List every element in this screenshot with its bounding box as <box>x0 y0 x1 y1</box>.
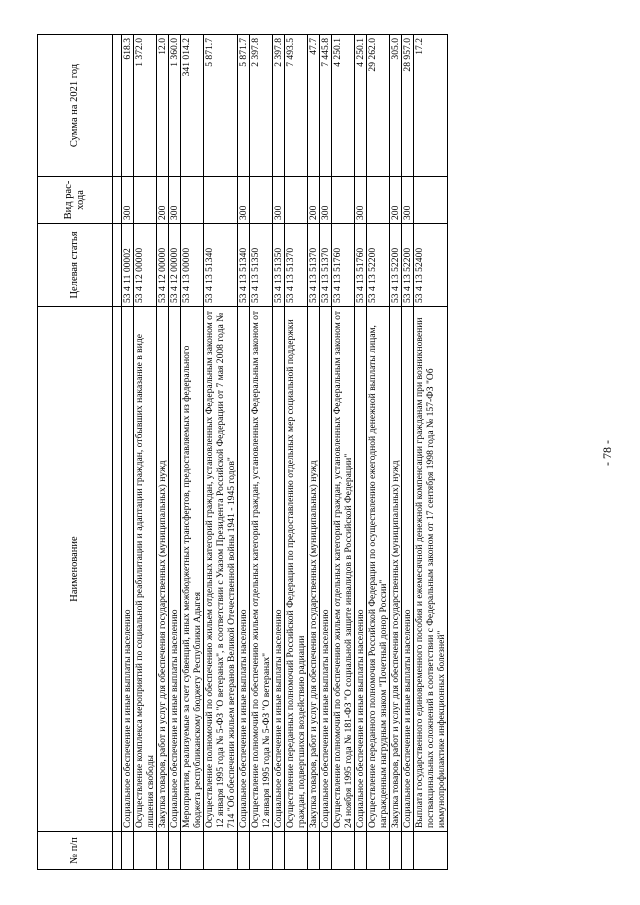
table-row <box>181 35 204 870</box>
table-row <box>367 35 390 870</box>
table-row <box>355 35 367 870</box>
cell-num <box>122 832 134 870</box>
cell-vid: 200 <box>308 177 320 224</box>
cell-amount: 341 014.2 <box>181 35 204 177</box>
cell-amount: 47.7 <box>308 35 320 177</box>
cell-code: 53 4 13 51370 <box>285 224 308 307</box>
cell-name: Социальное обеспечение и иные выплаты населению <box>169 307 181 832</box>
cell-num <box>134 832 157 870</box>
cell-code: 53 4 13 52200 <box>402 224 414 307</box>
cell-amount: 1 360.0 <box>169 35 181 177</box>
cell-name: Осуществление полномочий по обеспечению жильем отдельных категорий граждан, установленных Федеральным законом от 12 января 1995 года № 5-ФЗ "О ветеранах" <box>250 307 273 832</box>
cell-num <box>157 832 169 870</box>
cell-name: Закупка товаров, работ и услуг для обеспечения государственных (муниципальных) нужд <box>157 307 169 832</box>
cell-name: Социальное обеспечение и иные выплаты населению <box>122 307 134 832</box>
cell-amount: 28 957.0 <box>402 35 414 177</box>
header-num: № п/п <box>38 832 113 870</box>
cell-code: 53 4 13 51340 <box>238 224 250 307</box>
header-vid: Вид рас-хода <box>38 177 113 224</box>
cell-vid <box>367 177 390 224</box>
cell-name: Выплата государственного единовременного пособия и ежемесячной денежной компенсации гражданам при возникновении поствакцинальных осложнений в соответствии с Федеральным законом от 17 сентября 1998 года № 157-ФЗ "Об иммунопрофилактике инфекционных болезней" <box>414 307 448 832</box>
header-code: Целевая статья <box>38 224 113 307</box>
cell-name: Социальное обеспечение и иные выплаты населению <box>238 307 250 832</box>
header-spacer-row <box>113 35 122 870</box>
table-row <box>250 35 273 870</box>
cell-code: 53 4 13 52400 <box>414 224 448 307</box>
cell-vid: 300 <box>402 177 414 224</box>
cell-name: Осуществление комплекса мероприятий по социальной реабилитации и адаптации граждан, отбывших наказание в виде лишения свободы <box>134 307 157 832</box>
cell-vid: 300 <box>273 177 285 224</box>
cell-vid <box>134 177 157 224</box>
table-header-row <box>38 35 113 870</box>
cell-vid: 300 <box>355 177 367 224</box>
cell-name: Закупка товаров, работ и услуг для обеспечения государственных (муниципальных) нужд <box>308 307 320 832</box>
cell-num <box>308 832 320 870</box>
table-row <box>157 35 169 870</box>
table-row <box>169 35 181 870</box>
cell-vid: 200 <box>390 177 402 224</box>
cell-code: 53 4 13 00000 <box>181 224 204 307</box>
cell-code: 53 4 11 00002 <box>122 224 134 307</box>
cell-code: 53 4 13 52200 <box>390 224 402 307</box>
cell-code: 53 4 13 51370 <box>308 224 320 307</box>
table-row <box>238 35 250 870</box>
cell-code: 53 4 13 51340 <box>204 224 238 307</box>
cell-vid <box>250 177 273 224</box>
table-row <box>320 35 332 870</box>
cell-code: 53 4 13 51370 <box>320 224 332 307</box>
table-row <box>134 35 157 870</box>
cell-code: 53 4 12 00000 <box>169 224 181 307</box>
cell-name: Социальное обеспечение и иные выплаты населению <box>320 307 332 832</box>
cell-num <box>390 832 402 870</box>
cell-code: 53 4 12 00000 <box>134 224 157 307</box>
cell-amount: 29 262.0 <box>367 35 390 177</box>
cell-num <box>402 832 414 870</box>
cell-name: Осуществление полномочий по обеспечению жильем отдельных категорий граждан, установленных Федеральным законом от 12 января 1995 года № 5-ФЗ "О ветеранах", в соответствии с Указом Президента Российской Федерации от 7 мая 2008 года № 714 "Об обеспечении жильем ветеранов Великой Отечественной войны 1941 - 1945 годов" <box>204 307 238 832</box>
cell-vid <box>204 177 238 224</box>
cell-num <box>320 832 332 870</box>
cell-amount: 305.0 <box>390 35 402 177</box>
cell-amount: 12.0 <box>157 35 169 177</box>
cell-vid <box>181 177 204 224</box>
cell-vid: 200 <box>157 177 169 224</box>
cell-amount: 4 250.1 <box>332 35 355 177</box>
cell-num <box>273 832 285 870</box>
cell-num <box>169 832 181 870</box>
cell-vid <box>332 177 355 224</box>
cell-vid: 300 <box>238 177 250 224</box>
header-name: Наименование <box>38 307 113 832</box>
cell-name: Осуществление переданного полномочия Российской Федерации по осуществлению ежегодной денежной выплаты лицам, награжденным нагрудным знаком "Почетный донор России" <box>367 307 390 832</box>
cell-num <box>355 832 367 870</box>
cell-vid <box>414 177 448 224</box>
cell-amount: 5 871.7 <box>238 35 250 177</box>
cell-name: Осуществление переданных полномочий Российской Федерации по предоставлению отдельных мер социальной поддержки граждан, подвергшихся воздействию радиации <box>285 307 308 832</box>
cell-name: Социальное обеспечение и иные выплаты населению <box>355 307 367 832</box>
table-row <box>414 35 448 870</box>
cell-vid: 300 <box>122 177 134 224</box>
cell-amount: 2 397.8 <box>250 35 273 177</box>
table-row <box>332 35 355 870</box>
cell-amount: 7 445.8 <box>320 35 332 177</box>
table-row <box>308 35 320 870</box>
cell-num <box>238 832 250 870</box>
cell-num <box>285 832 308 870</box>
cell-vid: 300 <box>169 177 181 224</box>
cell-num <box>367 832 390 870</box>
header-amount: Сумма на 2021 год <box>38 35 113 177</box>
cell-amount: 17.2 <box>414 35 448 177</box>
cell-code: 53 4 13 51350 <box>250 224 273 307</box>
page-number: - 78 - <box>600 440 614 466</box>
cell-amount: 4 250.1 <box>355 35 367 177</box>
cell-code: 53 4 13 51350 <box>273 224 285 307</box>
cell-vid <box>285 177 308 224</box>
cell-name: Мероприятия, реализуемые за счет субвенций, иных межбюджетных трансфертов, предоставляемых из федерального бюджета республиканскому бюджету Республики Адыгея <box>181 307 204 832</box>
cell-amount: 5 871.7 <box>204 35 238 177</box>
table-row <box>122 35 134 870</box>
cell-name: Закупка товаров, работ и услуг для обеспечения государственных (муниципальных) нужд <box>390 307 402 832</box>
table-row <box>285 35 308 870</box>
table-body <box>122 35 448 870</box>
cell-code: 53 4 13 52200 <box>367 224 390 307</box>
cell-amount: 1 372.0 <box>134 35 157 177</box>
cell-name: Осуществление полномочий по обеспечению жильем отдельных категорий граждан, установленных Федеральным законом от 24 ноября 1995 года № 181-ФЗ "О социальной защите инвалидов в Российской Федерации" <box>332 307 355 832</box>
cell-num <box>414 832 448 870</box>
table-row <box>402 35 414 870</box>
cell-code: 53 4 13 51760 <box>355 224 367 307</box>
cell-vid: 300 <box>320 177 332 224</box>
cell-code: 53 4 12 00000 <box>157 224 169 307</box>
cell-num <box>332 832 355 870</box>
budget-table <box>37 34 448 870</box>
cell-num <box>204 832 238 870</box>
cell-code: 53 4 13 51760 <box>332 224 355 307</box>
cell-num <box>250 832 273 870</box>
cell-amount: 7 493.5 <box>285 35 308 177</box>
cell-amount: 618.3 <box>122 35 134 177</box>
cell-num <box>181 832 204 870</box>
table-row <box>273 35 285 870</box>
cell-name: Социальное обеспечение и иные выплаты населению <box>402 307 414 832</box>
table-row <box>390 35 402 870</box>
cell-name: Социальное обеспечение и иные выплаты населению <box>273 307 285 832</box>
cell-amount: 2 397.8 <box>273 35 285 177</box>
table-row <box>204 35 238 870</box>
